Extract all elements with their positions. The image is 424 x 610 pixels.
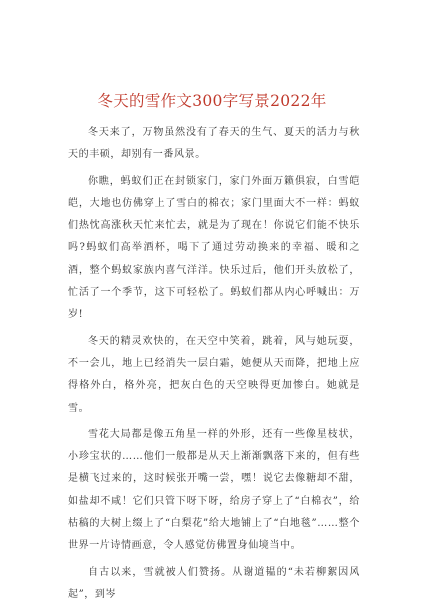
document-title: 冬天的雪作文300字写景2022年 xyxy=(97,92,327,110)
paragraph: 雪花大局都是像五角星一样的外形，还有一些像星枝状，小珍宝状的……他们一般都是从天上渐渐飘落下来的，但有些是横飞过来的，这时候张开嘴一尝，嘿！说它去像糖却不甜，如盐却不咸！它们只管下呀下呀，给房子穿上了“白棉衣”，给枯稿的大树上缀上了“白梨花”给大地铺上了“白地毯”……整个世界一片诗情画意，令人感觉仿佛置身仙境当中。 xyxy=(68,428,360,552)
document-body xyxy=(68,122,360,610)
paragraph: 你瞧，蚂蚁们正在封锁家门，家门外面万籁俱寂，白雪皑皑，大地也仿佛穿上了雪白的棉衣；家门里面大不一样：蚂蚁们热忱高涨秋天忙来忙去，就是为了现在！你说它们能不快乐吗?蚂蚁们高举酒杯，喝下了通过劳动换来的幸福、暖和之酒，整个蚂蚁家族内喜气洋洋。快乐过后，他们开头放松了，忙活了一个季节，这下可轻松了。蚂蚁们都从内心呼喊出：万岁! xyxy=(68,175,360,321)
paragraph: 冬天来了，万物虽然没有了春天的生气、夏天的活力与秋天的丰硕，却别有一番风景。 xyxy=(68,127,360,161)
paragraph: 冬天的精灵欢快的，在天空中笑着，跳着，风与她玩耍，不一会儿，地上已经消失一层白霜，她便从天而降，把地上应得格外白，格外亮，把灰白色的天空映得更加惨白。她就是雪。 xyxy=(68,335,360,414)
paragraph: 自古以来，雪就被人们赞扬。从谢道韫的“未若柳絮因风起”，到岑 xyxy=(68,566,360,600)
